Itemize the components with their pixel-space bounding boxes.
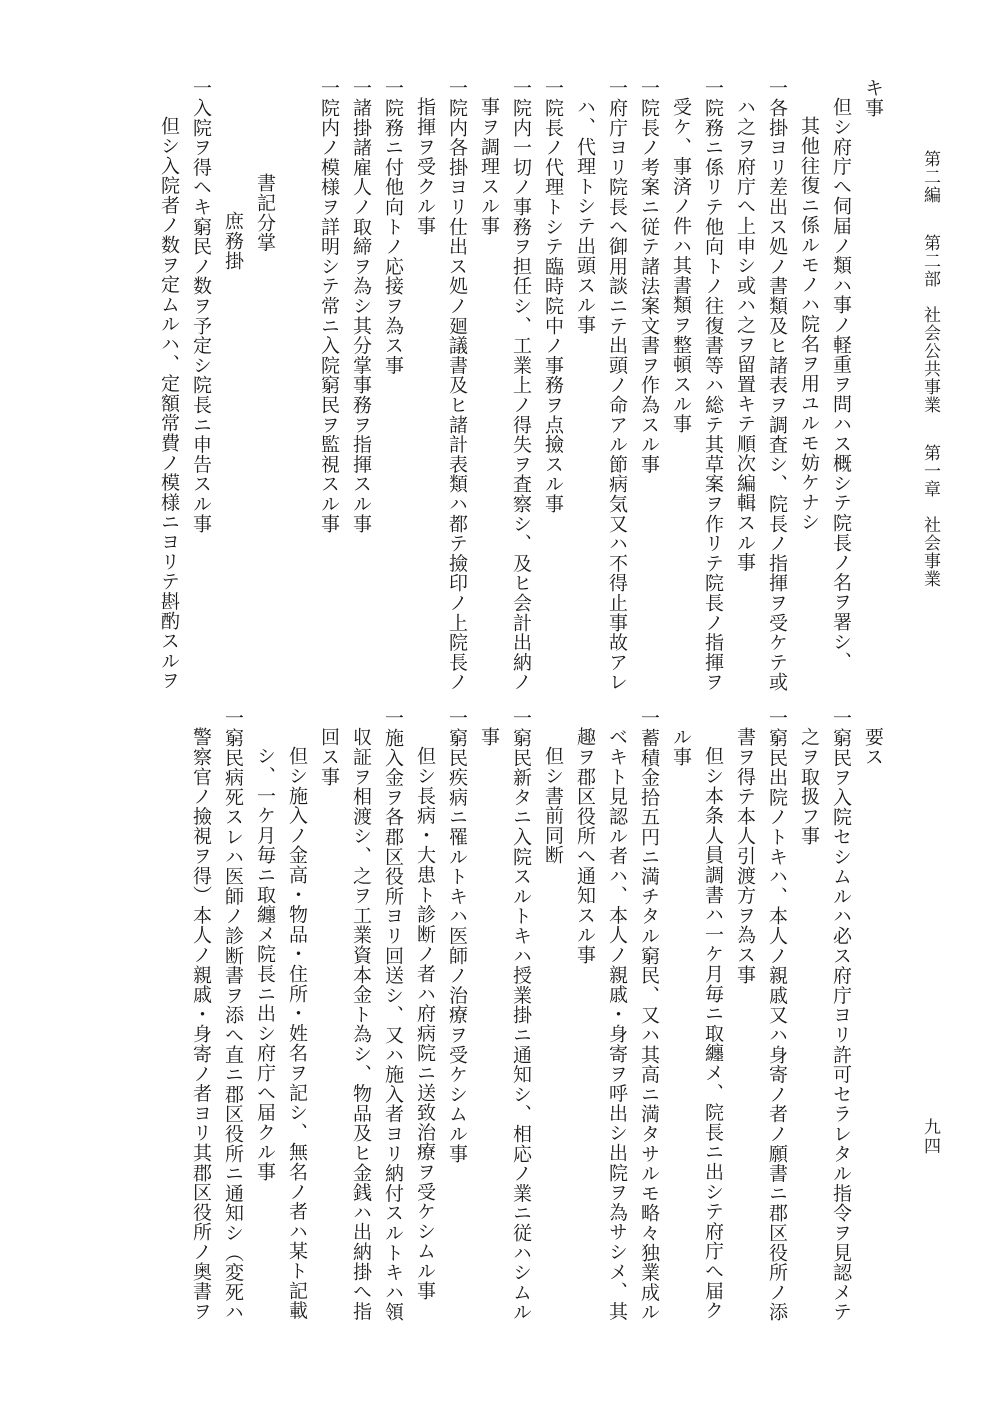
- text-column: 一窮民新タニ入院スルトキハ授業掛ニ通知シ、相応ノ業ニ従ハシムル: [510, 708, 532, 1322]
- text-column: 一蓄積金拾五円ニ満チタル窮民、又ハ其高ニ満タサルモ略々独業成ル: [638, 708, 660, 1322]
- text-column: 一院内各掛ヨリ仕出ス処ノ廻議書及ヒ諸計表類ハ都テ撿印ノ上院長ノ: [446, 78, 468, 692]
- upper-text-block: [153, 78, 889, 692]
- text-column: 趣ヲ郡区役所へ通知スル事: [574, 727, 596, 965]
- text-column: 但シ府庁へ伺届ノ類ハ事ノ軽重ヲ問ハス概シテ院長ノ名ヲ署シ、: [830, 97, 852, 672]
- text-column: 収証ヲ相渡シ、之ヲ工業資本金ト為シ、物品及ヒ金銭ハ出納掛へ指: [350, 727, 372, 1321]
- lower-text-block: [185, 708, 889, 1348]
- text-column: 一院長ノ代理トシテ臨時院中ノ事務ヲ点撿スル事: [542, 78, 564, 514]
- text-column: キ事: [862, 78, 884, 118]
- text-column: 其他往復ニ係ルモノハ院名ヲ用ユルモ妨ケナシ: [798, 116, 820, 532]
- text-column: 書ヲ得テ本人引渡方ヲ為ス事: [734, 727, 756, 985]
- header-volume: 第二編: [920, 150, 940, 204]
- text-column: 一院長ノ考案ニ従テ諸法案文書ヲ作為スル事: [638, 78, 660, 474]
- text-column: 一窮民病死スレハ医師ノ診断書ヲ添へ直ニ郡区役所ニ通知シ（変死ハ: [222, 708, 244, 1322]
- text-column: 一施入金ヲ各郡区役所ヨリ回送シ、又ハ施入者ヨリ納付スルトキハ領: [382, 708, 404, 1322]
- text-column: 書記分掌: [254, 173, 276, 253]
- text-column: 一院務ニ付他向トノ応接ヲ為ス事: [382, 78, 404, 375]
- text-column: 一窮民ヲ入院セシムルハ必ス府庁ヨリ許可セラレタル指令ヲ見認メテ: [830, 708, 852, 1322]
- text-column: 但シ長病・大患ト診断ノ者ハ府病院ニ送致治療ヲ受ケシムル事: [414, 746, 436, 1301]
- text-column: シ、一ケ月毎ニ取纏メ院長ニ出シ府庁へ届クル事: [254, 746, 276, 1182]
- text-column: 之ヲ取扱フ事: [798, 727, 820, 846]
- header-chapter: 第一章 社会事業: [920, 444, 940, 588]
- text-column: 庶務掛: [222, 211, 244, 271]
- text-column: 事: [478, 727, 500, 747]
- text-column: 一窮民出院ノトキハ、本人ノ親戚又ハ身寄ノ者ノ願書ニ郡区役所ノ添: [766, 708, 788, 1322]
- text-column: ベキト見認ル者ハ、本人ノ親戚・身寄ヲ呼出シ出院ヲ為サシメ、其: [606, 727, 628, 1321]
- text-column: 一入院ヲ得ヘキ窮民ノ数ヲ予定シ院長ニ申告スル事: [190, 78, 212, 534]
- text-column: 要ス: [862, 727, 884, 767]
- text-column: 受ケ、事済ノ件ハ其書類ヲ整頓スル事: [670, 97, 692, 434]
- text-column: 一院内一切ノ事務ヲ担任シ、工業上ノ得失ヲ査察シ、及ヒ会計出納ノ: [510, 78, 532, 692]
- text-column: 一府庁ヨリ院長へ御用談ニテ出頭ノ命アル節病気又ハ不得止事故アレ: [606, 78, 628, 692]
- text-column: 一窮民疾病ニ罹ルトキハ医師ノ治療ヲ受ケシムル事: [446, 708, 468, 1164]
- text-column: 回ス事: [318, 727, 340, 787]
- text-column: 一院内ノ模様ヲ詳明シテ常ニ入院窮民ヲ監視スル事: [318, 78, 340, 534]
- text-column: ハ、代理トシテ出頭スル事: [574, 97, 596, 335]
- text-column: ハ之ヲ府庁へ上申シ或ハ之ヲ留置キテ順次編輯スル事: [734, 97, 756, 573]
- text-column: 但シ本条人員調書ハ一ケ月毎ニ取纏メ、院長ニ出シテ府庁へ届ク: [702, 746, 724, 1321]
- text-column: 但シ書前同断: [542, 746, 564, 865]
- text-column: 事ヲ調理スル事: [478, 97, 500, 236]
- text-column: ル事: [670, 727, 692, 767]
- text-column: 警察官ノ撿視ヲ得）本人ノ親戚・身寄ノ者ヨリ其郡区役所ノ奥書ヲ: [190, 727, 212, 1321]
- header-part: 第二部 社会公共事業: [920, 234, 940, 414]
- text-column: 但シ施入ノ金高・物品・住所・姓名ヲ記シ、無名ノ者ハ某ト記載: [286, 746, 308, 1321]
- text-column: 一各掛ヨリ差出ス処ノ書類及ヒ諸表ヲ調査シ、院長ノ指揮ヲ受ケテ或: [766, 78, 788, 692]
- text-column: [281, 78, 313, 688]
- text-column: 但シ入院者ノ数ヲ定ムルハ、定額常費ノ模様ニヨリテ斟酌スルヲ: [158, 116, 180, 691]
- text-column: 指揮ヲ受クル事: [414, 97, 436, 236]
- running-header: [918, 150, 943, 588]
- page-number: 九四: [920, 1118, 940, 1156]
- text-column: 一諸掛諸雇人ノ取締ヲ為シ其分掌事務ヲ指揮スル事: [350, 78, 372, 534]
- text-column: 一院務ニ係リテ他向トノ往復書等ハ総テ其草案ヲ作リテ院長ノ指揮ヲ: [702, 78, 724, 692]
